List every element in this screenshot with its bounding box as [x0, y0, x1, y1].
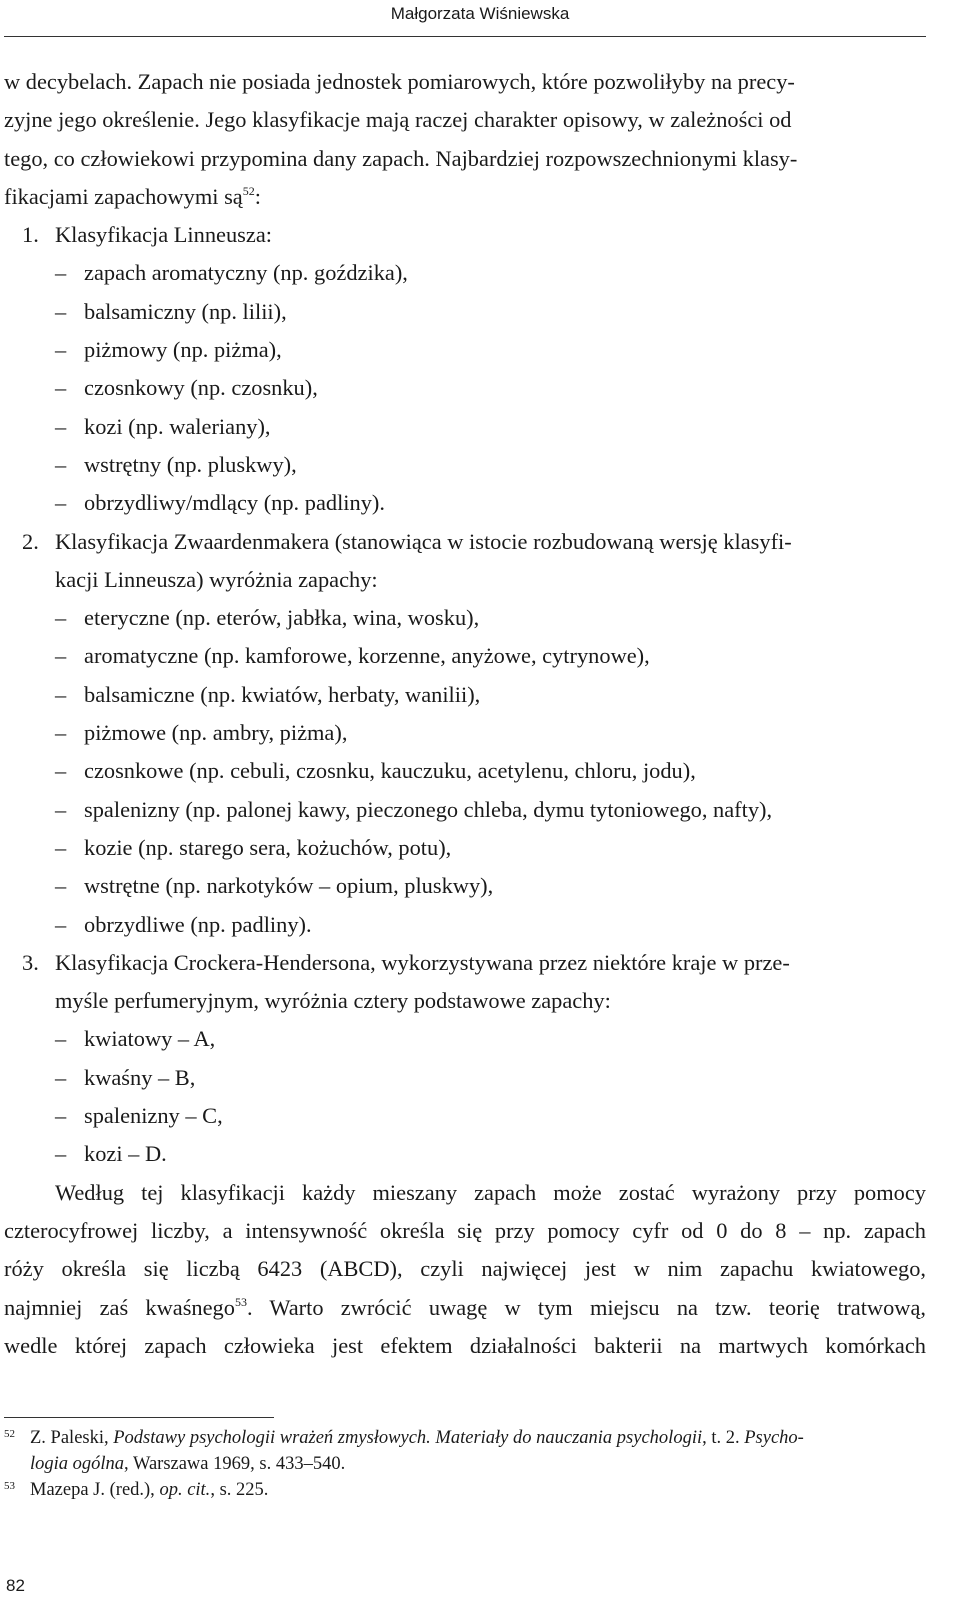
footnote-53 — [4, 1477, 926, 1503]
list-item — [4, 254, 926, 292]
list-item-text: kozie (np. starego sera, kożuchów, potu), — [84, 834, 452, 860]
footnotes — [4, 1425, 926, 1503]
list-1-heading — [4, 216, 926, 254]
para-line-3: róży określa się liczbą 6423 (ABCD), czyli najwięcej jest w nim zapachu kwiatowego, — [4, 1256, 926, 1282]
dash-bullet: – — [55, 643, 67, 669]
list-item-text: spalenizny (np. palonej kawy, pieczonego chleba, dymu tytoniowego, nafty), — [84, 796, 773, 822]
list-title: Klasyfikacja Crockera-Hendersona, wykorzystywana przez niektóre kraje w prze- — [55, 949, 790, 975]
dash-bullet: – — [55, 1026, 67, 1052]
footnote-text: Mazepa J. (red.), — [30, 1480, 160, 1500]
list-item — [4, 867, 926, 905]
list-item — [4, 637, 926, 675]
footnote-text: , Warszawa 1969, s. 433–540. — [124, 1454, 346, 1474]
dash-bullet: – — [55, 796, 67, 822]
footnote-number: 53 — [4, 1480, 15, 1492]
dash-bullet: – — [55, 375, 67, 401]
list-item-text: piżmowe (np. ambry, piżma), — [84, 720, 348, 746]
list-item-text: piżmowy (np. piżma), — [84, 337, 282, 363]
list-item — [4, 1135, 926, 1173]
list-2-heading — [4, 523, 926, 561]
list-item-text: wstrętny (np. pluskwy), — [84, 451, 297, 477]
dash-bullet: – — [55, 260, 67, 286]
dash-bullet: – — [55, 1103, 67, 1129]
dash-bullet: – — [55, 490, 67, 516]
list-title-cont: kacji Linneusza) wyróżnia zapachy: — [55, 566, 378, 592]
list-item-text: eteryczne (np. eterów, jabłka, wina, wosku), — [84, 605, 480, 631]
intro-colon: : — [254, 183, 261, 209]
footnote-title: Podstawy psychologii wrażeń zmysłowych. Materiały do nauczania psychologii — [113, 1428, 703, 1448]
list-item-text: balsamiczny (np. lilii), — [84, 298, 287, 324]
footnote-ref-52: 52 — [242, 183, 255, 198]
list-item-text: spalenizny – C, — [84, 1103, 223, 1129]
para-line-5: wedle której zapach człowieka jest efektem działalności bakterii na martwych komórkach — [4, 1332, 926, 1358]
footnote-number: 52 — [4, 1428, 15, 1440]
list-item-text: kwaśny – B, — [84, 1064, 196, 1090]
header-rule — [4, 36, 926, 37]
list-item-text: zapach aromatyczny (np. goździka), — [84, 260, 408, 286]
list-item — [4, 829, 926, 867]
dash-bullet: – — [55, 1141, 67, 1167]
para-line-4 — [4, 1289, 926, 1327]
list-item — [4, 1020, 926, 1058]
list-item-text: wstrętne (np. narkotyków – opium, pluskwy), — [84, 873, 494, 899]
footnote-ref-53: 53 — [234, 1294, 247, 1309]
list-3-heading-cont — [4, 982, 926, 1020]
list-number: 2. — [22, 528, 39, 554]
list-item — [4, 676, 926, 714]
list-item — [4, 1059, 926, 1097]
intro-line-2: zyjne jego określenie. Jego klasyfikacje mają raczej charakter opisowy, w zależności od — [4, 107, 792, 133]
list-item — [4, 752, 926, 790]
dash-bullet: – — [55, 1064, 67, 1090]
footnote-text: Z. Paleski, — [30, 1428, 114, 1448]
list-item — [4, 293, 926, 331]
list-item-text: czosnkowy (np. czosnku), — [84, 375, 318, 401]
footnote-title: Psycho- logia ogólna — [30, 1428, 804, 1474]
list-item-text: kwiatowy – A, — [84, 1026, 216, 1052]
footnote-52 — [4, 1425, 926, 1477]
intro-line-4 — [4, 178, 926, 216]
para-line-1 — [4, 1174, 926, 1212]
page-number: 82 — [6, 1576, 25, 1595]
footnote-title: op. cit. — [159, 1480, 211, 1500]
dash-bullet: – — [55, 720, 67, 746]
dash-bullet: – — [55, 605, 67, 631]
dash-bullet: – — [55, 681, 67, 707]
list-item — [4, 446, 926, 484]
list-item — [4, 714, 926, 752]
list-item — [4, 906, 926, 944]
footnote-rule — [4, 1417, 274, 1418]
list-item-text: aromatyczne (np. kamforowe, korzenne, anyżowe, cytrynowe), — [84, 643, 650, 669]
dash-bullet: – — [55, 451, 67, 477]
list-item — [4, 408, 926, 446]
list-item — [4, 369, 926, 407]
intro-line-1: w decybelach. Zapach nie posiada jednostek pomiarowych, które pozwoliłyby na precy- — [4, 69, 795, 94]
intro-text: fikacjami zapachowymi są — [4, 183, 243, 209]
list-title-cont: myśle perfumeryjnym, wyróżnia cztery podstawowe zapachy: — [55, 988, 611, 1014]
page-body — [4, 63, 926, 1365]
dash-bullet: – — [55, 337, 67, 363]
list-3-heading — [4, 944, 926, 982]
list-item-text: czosnkowe (np. cebuli, czosnku, kauczuku, acetylenu, chloru, jodu), — [84, 758, 696, 784]
list-item-text: obrzydliwy/mdlący (np. padliny). — [84, 490, 385, 516]
list-item — [4, 599, 926, 637]
list-item — [4, 1097, 926, 1135]
list-number: 3. — [22, 949, 39, 975]
running-header: Małgorzata Wiśniewska — [390, 4, 570, 23]
footnote-text: , s. 225. — [210, 1480, 269, 1500]
dash-bullet: – — [55, 298, 67, 324]
list-item-text: obrzydliwe (np. padliny). — [84, 911, 312, 937]
list-item-text: balsamiczne (np. kwiatów, herbaty, wanilii), — [84, 681, 481, 707]
dash-bullet: – — [55, 873, 67, 899]
para-text: Według tej klasyfikacji każdy mieszany zapach może zostać wyrażony przy pomocy — [55, 1179, 926, 1205]
footnote-text: , t. 2. — [702, 1428, 745, 1448]
dash-bullet: – — [55, 834, 67, 860]
dash-bullet: – — [55, 413, 67, 439]
list-title: Klasyfikacja Zwaardenmakera (stanowiąca w istocie rozbudowaną wersję klasyfi- — [55, 528, 792, 554]
dash-bullet: – — [55, 911, 67, 937]
list-item-text: kozi (np. waleriany), — [84, 413, 271, 439]
list-item — [4, 791, 926, 829]
intro-line-3: tego, co człowiekowi przypomina dany zapach. Najbardziej rozpowszechnionymi klasy- — [4, 145, 798, 171]
para-text: . Warto zwrócić uwagę w tym miejscu na tzw. teorię tratwową, — [246, 1294, 926, 1320]
list-2-heading-cont — [4, 561, 926, 599]
para-text: najmniej zaś kwaśnego — [4, 1294, 235, 1320]
list-title: Klasyfikacja Linneusza: — [55, 222, 272, 248]
list-item-text: kozi – D. — [84, 1141, 167, 1167]
list-item — [4, 484, 926, 522]
list-number: 1. — [22, 222, 39, 248]
para-line-2: czterocyfrowej liczby, a intensywność określa się przy pomocy cyfr od 0 do 8 – np. zapach — [4, 1217, 926, 1243]
dash-bullet: – — [55, 758, 67, 784]
list-item — [4, 331, 926, 369]
